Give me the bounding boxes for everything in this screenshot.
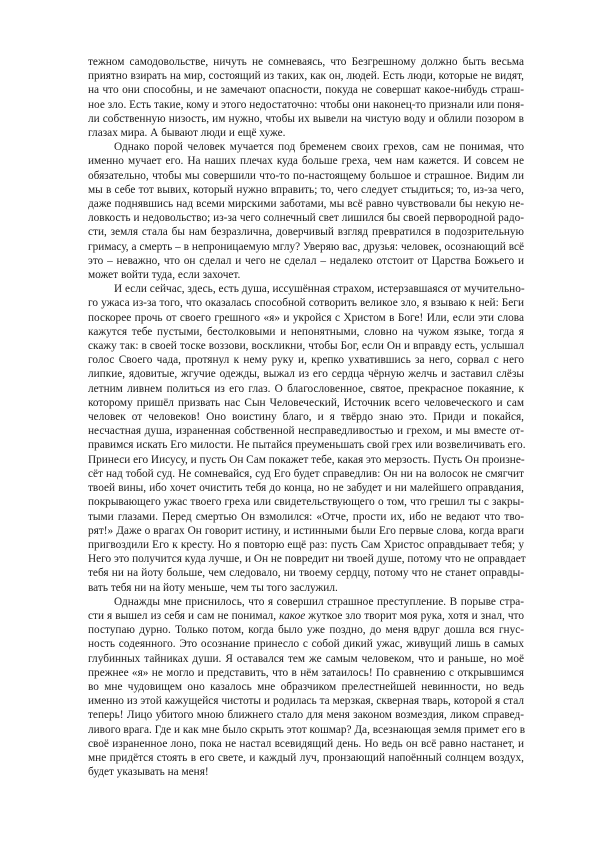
text-line: человек от человеков! Оно воистину благо, и я твёрдо знаю это. Приди и покайся, [88, 411, 524, 424]
text-line: голос Своего чада, протянул к нему руку и, крепко ухватившись за него, сорвал с него [88, 354, 524, 367]
text-line: Однажды мне приснилось, что я совершил страшное преступление. В порыве стра- [114, 595, 524, 608]
text-line: мы в себе тот вывих, который нужно вправить; то, чего следует стыдиться; то, из-за чего, [88, 183, 524, 196]
text-line: тежном самодовольстве, ничуть не сомневаясь, что Безгрешному должно быть весьма [88, 56, 524, 68]
text-line: липкие, ядовитые, жгучие одежды, выжал из его сердца чёрную желчь и заставил слёзы [88, 368, 524, 381]
text-line: го ужаса из-за того, что оказалась способной сотворить великое зло, я взываю к ней: Беги [88, 297, 524, 310]
text-line: будет указывать на меня! [88, 766, 209, 779]
text-line: глазах мира. А бывают люди и ещё хуже. [88, 127, 286, 140]
paragraph-3 [88, 282, 524, 594]
text-line: которому пришёл призвать нас Сын Человеческий, Источник всего человеческого и сам [88, 396, 524, 409]
text-line: на что они способны, и не замечают опасности, покуда не совершат какое-нибудь страш- [88, 84, 524, 97]
paragraph-1 [88, 55, 524, 140]
text-line: поскорее прочь от своего грешного «я» и укройся с Христом в Боге! Или, если эти слова [88, 311, 524, 324]
text-line: это – неважно, что он сделал и чего не сделал – недалеко отстоит от Царства Божьего и [88, 254, 524, 267]
text-line: тебя ни на йоту больше, чем следовало, ни твоему сердцу, потому что не станет оправды- [88, 567, 524, 580]
text-line: Однако порой человек мучается под бременем своих грехов, сам не понимая, что [114, 141, 524, 154]
text-line: несчастная душа, израненная собственной несправедливостью и грехом, и мы вместе от- [88, 425, 524, 438]
text-line: ливого врага. Где и как мне было скрыть этот кошмар? Да, всезнающая земля примет его в [88, 723, 526, 736]
text-line: ловкость и недовольство; из-за чего солнечный свет лишился бы своей первородной радо- [88, 212, 524, 225]
text-line: вать тебя ни на йоту меньше, чем ты того заслужил. [88, 581, 338, 594]
text-line: скажу так: в своей тоске воззови, воскликни, чтобы Бог, если Он и вправду есть, услышал [88, 340, 524, 353]
text-line: ное зло. Есть такие, кому и этого недостаточно: чтобы они наконец-то признали или поня- [88, 98, 524, 111]
text-line: кажутся тебе пустыми, бестолковыми и непонятными, словно на чужом языке, тогда я [88, 325, 524, 338]
text-line: тыми глазами. Перед смертью Он взмолился: «Отче, прости их, ибо не ведают что тво- [88, 510, 524, 523]
text-line: ли собственную низость, им нужно, чтобы их вывели на чистую воду и облили позором в [88, 112, 524, 125]
text-line: пригвоздили Его к кресту. Но я повторю ещё раз: пусть Сам Христос оправдывает тебя; у [88, 538, 524, 551]
text-line: покрывающего ужас твоего греха или свидетельствующего о том, что грешил ты с закры- [88, 496, 524, 509]
text-line: именно мучает его. На наших плечах куда больше греха, чем нам кажется. И совсем не [88, 155, 524, 168]
paragraph-4 [88, 595, 524, 780]
text-line: именно из этой кажущейся чистоты и родилась та мерзкая, скверная тварь, которой я стал [88, 695, 524, 708]
text-line: приятно взирать на мир, состоящий из таких, как он, людей. Есть люди, которые не видят, [88, 70, 524, 83]
text-line: может войти туда, если захочет. [88, 269, 241, 282]
text-line: гримасу, а смерть – в непроницаемую мглу? Уверяю вас, друзья: человек, осознающий всё [88, 240, 524, 253]
text-line: ность содеянного. Это осознание принесло с собой дикий ужас, живущий лишь в самых [88, 638, 524, 651]
text-line: сти, земля стала бы нам безразлична, доверчивый взгляд превратился в подозрительную [88, 226, 524, 239]
text-line: даже поднявшись над всеми мирскими заботами, мы всё равно чувствовали бы некую не- [88, 198, 524, 211]
text-line: летним ливнем политься из его глаз. О благословенное, святое, прекрасное покаяние, к [88, 382, 524, 395]
text-line: правимся искать Его милости. Не пытайся преуменьшать свой грех или возвеличивать его. [88, 439, 526, 452]
text-line: прежнее «я» не могло и представить, что в нём затаилось! По сравнению с открывшимся [88, 666, 524, 679]
text-line: Принеси его Иисусу, и пусть Он Сам покажет тебе, какая это мерзость. Пусть Он произне- [88, 453, 525, 466]
text-line: теперь! Лицо убитого мною ближнего стало для меня законом возмездия, ликом справед- [88, 709, 524, 722]
text-line: своё израненное лоно, пока не настал всевидящий день. Но ведь он всё равно настанет, и [88, 737, 524, 750]
text-line: рят!» Даже о врагах Он говорит истину, и истинными были Его первые слова, когда враги [88, 524, 524, 537]
text-line: поступаю дурно. Только потом, когда было уже поздно, до меня вдруг дошла вся гнус- [88, 624, 524, 637]
page-body [88, 55, 524, 779]
text-line: Него это получится куда лучше, и Он не повредит ни твоей душе, потому что не оправдает [88, 553, 526, 566]
paragraph-2 [88, 140, 524, 282]
text-line: мне придётся стоять в его свете, и каждый луч, пронзающий напоённый солнцем воздух, [88, 751, 524, 764]
text-line: сёт над тобой суд. Не сомневайся, суд Его будет справедлив: Он ни на волосок не смягчит [88, 467, 524, 480]
text-line: глубинных тайниках души. Я оставался тем же самым человеком, что и раньше, но моё [88, 652, 524, 665]
text-line: И если сейчас, здесь, есть душа, иссушённая страхом, истерзавшаяся от мучительно- [114, 283, 525, 296]
text-line: обязательно, чтобы мы совершили что-то по-настоящему большое и страшное. Видим ли [88, 169, 524, 182]
text-line: твоей вины, ибо хочет очистить тебя до конца, но не забудет и ни малейшего оправдания, [88, 482, 524, 495]
emphasis-text: какое [279, 609, 306, 622]
text-line: во мне чудовищем оно казалось мне образчиком прелестнейшей невинности, но ведь [88, 680, 524, 693]
text-line: сти я вышел из себя и сам не понимал, какое жуткое зло творит моя рука, хотя и знал, что [88, 609, 524, 622]
